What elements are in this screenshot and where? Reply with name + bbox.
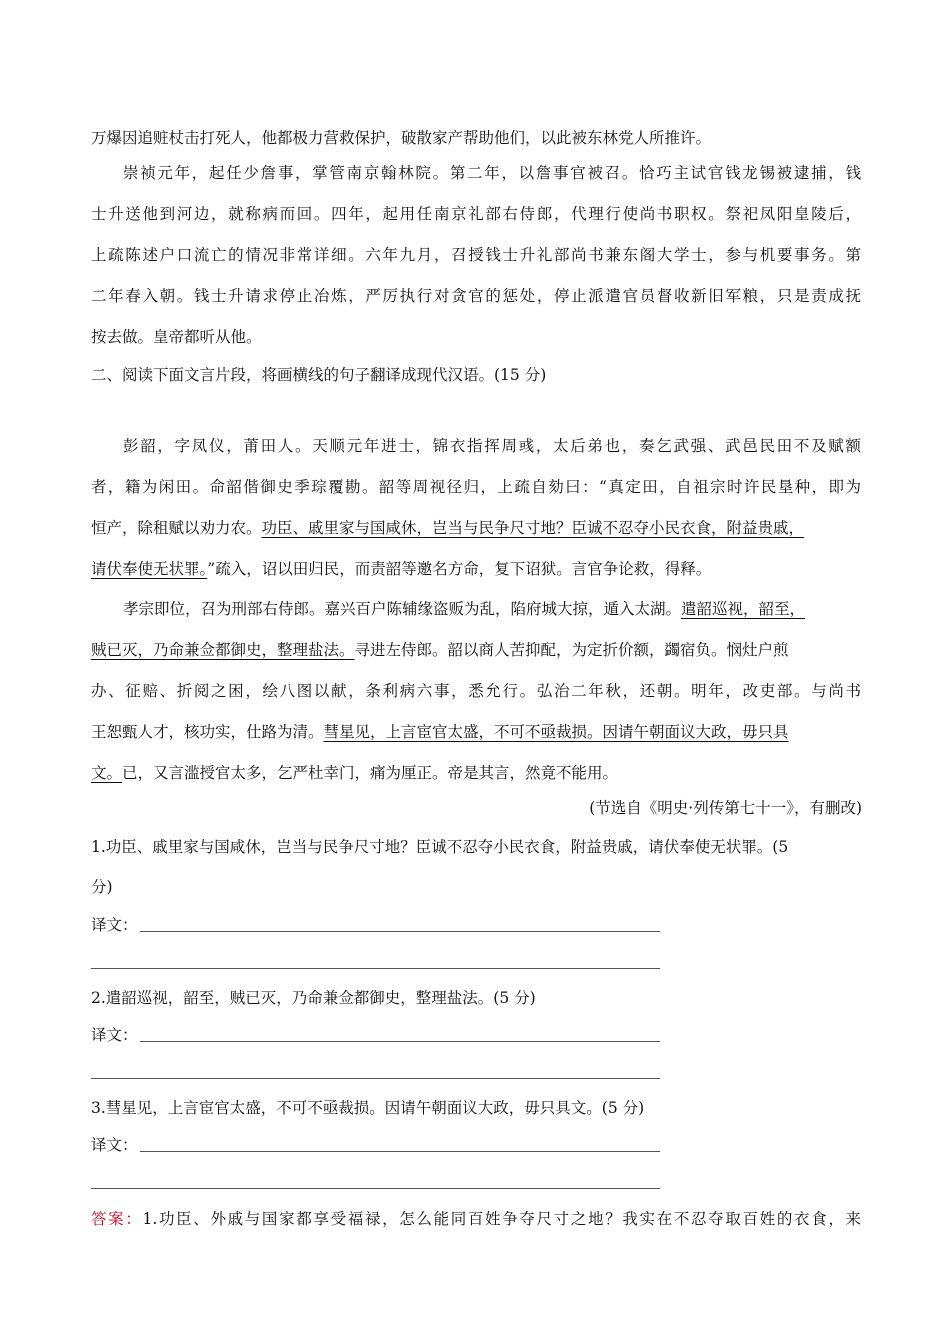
passage2-text: 王恕甄人才，核功实，仕路为清。 bbox=[91, 723, 324, 741]
passage1-line-5: 二年春入朝。钱士升请求停止冶炼，严厉执行对贪官的惩处，停止派遣官员督收新旧军粮，只是责成抚 bbox=[91, 287, 861, 305]
underlined-sentence-1: 功臣、戚里家与国咸休，岂当与民争尺寸地？臣诚不忍夺小民衣食，附益贵戚， bbox=[261, 519, 805, 537]
passage2-line-8 bbox=[91, 721, 861, 743]
underlined-sentence-1-end: 请伏奉使无状罪。 bbox=[91, 560, 208, 578]
passage2-line-4 bbox=[91, 558, 861, 580]
question-3-answer-line-2[interactable] bbox=[91, 1188, 660, 1189]
question-3-answer-line-1[interactable] bbox=[140, 1151, 660, 1152]
passage2-line-9 bbox=[91, 762, 861, 784]
answer-label: 答案： bbox=[91, 1210, 143, 1228]
underlined-sentence-2: 遣韶巡视，韶至， bbox=[681, 600, 806, 618]
question-2-answer-line-2[interactable] bbox=[91, 1078, 660, 1079]
passage2-text: ”疏入，诏以田归民，而责韶等邀名方命，复下诏狱。言官争论救，得释。 bbox=[207, 560, 712, 578]
passage2-text: 已，又言滥授官太多，乞严杜幸门，痛为厘正。帝是其言，然竟不能用。 bbox=[122, 764, 619, 782]
question-2-answer-line-1[interactable] bbox=[140, 1041, 660, 1042]
passage1-line-4: 上疏陈述户口流亡的情况非常详细。六年九月，召授钱士升礼部尚书兼东阁大学士，参与机要事务。第 bbox=[91, 246, 861, 264]
source-citation: (节选自《明史·列传第七十一》，有删改) bbox=[589, 799, 862, 817]
passage2-line-7: 办、征赔、折阅之困，绘八图以献，条利病六事，悉允行。弘治二年秋，还朝。明年，改吏部。与尚书 bbox=[91, 682, 861, 700]
passage1-line-6: 按去做。皇帝都听从他。 bbox=[91, 328, 262, 346]
passage2-line-6 bbox=[91, 639, 861, 661]
question-1-text-cont: 分) bbox=[91, 878, 113, 896]
passage2-text: 寻进左侍郎。韶以商人苦抑配，为定折价额，蠲宿负。悯灶户煎 bbox=[354, 641, 789, 659]
passage2-line-1: 彭韶，字凤仪，莆田人。天顺元年进士，锦衣指挥周彧，太后弟也，奏乞武强、武邑民田不及赋额 bbox=[123, 437, 861, 455]
underlined-sentence-3: 彗星见，上言宦官太盛，不可不亟裁损。因请午朝面议大政，毋只具 bbox=[323, 723, 789, 741]
passage1-line-1: 万爆因追赃杖击打死人，他都极力营救保护，破散家产帮助他们，以此被东林党人所推许。 bbox=[91, 129, 712, 147]
underlined-sentence-2-end: 贼已灭，乃命兼佥都御史，整理盐法。 bbox=[91, 641, 355, 659]
passage1-line-3: 士升送他到河边，就称病而回。四年，起用任南京礼部右侍郎，代理行使尚书职权。祭祀凤阳皇陵后， bbox=[91, 205, 861, 223]
passage2-text: 孝宗即位，召为刑部右侍郎。嘉兴百户陈辅缘盗贩为乱，陷府城大掠，遁入太湖。 bbox=[123, 600, 682, 618]
underlined-sentence-3-end: 文。 bbox=[91, 764, 123, 782]
passage1-line-2: 崇祯元年，起任少詹事，掌管南京翰林院。第二年，以詹事官被召。恰巧主试官钱龙锡被逮捕，钱 bbox=[123, 164, 861, 182]
question-3-text: 3.彗星见，上言宦官太盛，不可不亟裁损。因请午朝面议大政，毋只具文。(5 分) bbox=[91, 1099, 645, 1117]
question-1-label: 译文： bbox=[91, 916, 138, 934]
section2-heading: 二、阅读下面文言片段，将画横线的句子翻译成现代汉语。(15 分) bbox=[91, 366, 547, 384]
question-1-answer-line-1[interactable] bbox=[140, 931, 660, 932]
question-2-label: 译文： bbox=[91, 1026, 138, 1044]
question-1-answer-line-2[interactable] bbox=[91, 968, 660, 969]
passage2-line-5 bbox=[123, 598, 861, 620]
passage2-line-2: 者，籍为闲田。命韶偕御史季琮覆勘。韶等周视径归，上疏自劾曰：“真定田，自祖宗时许民垦种，即为 bbox=[91, 478, 861, 496]
answer-text: 1.功臣、外戚与国家都享受福禄，怎么能同百姓争夺尺寸之地？我实在不忍夺取百姓的衣食，来 bbox=[142, 1210, 861, 1228]
passage2-text: 恒产，除租赋以劝力农。 bbox=[91, 519, 262, 537]
answer-line bbox=[91, 1208, 861, 1230]
question-1-text: 1.功臣、戚里家与国咸休，岂当与民争尺寸地？臣诚不忍夺小民衣食，附益贵戚，请伏奉使无状罪。(5 bbox=[91, 838, 789, 856]
passage2-line-3 bbox=[91, 517, 861, 539]
question-2-text: 2.遣韶巡视，韶至，贼已灭，乃命兼佥都御史，整理盐法。(5 分) bbox=[91, 989, 536, 1007]
question-3-label: 译文： bbox=[91, 1136, 138, 1154]
